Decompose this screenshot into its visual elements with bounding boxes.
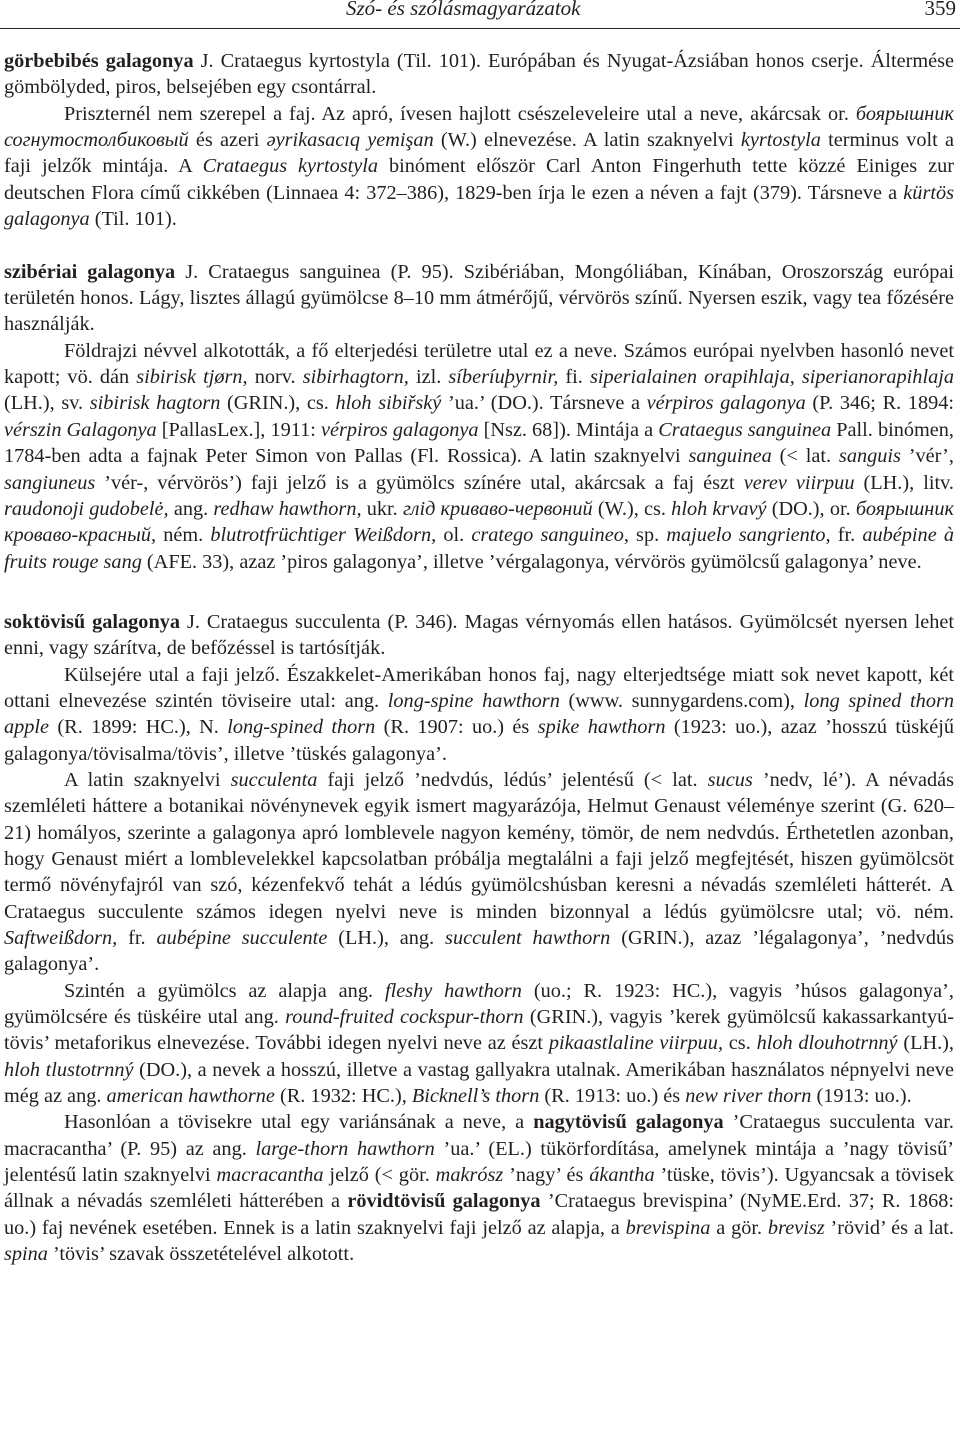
entry-headword: szibériai galagonya [4, 260, 176, 283]
text-run: ’Crataegus brevispina’ (NyME.Erd. 37; R. 1868: uo.) faj nevének esetében. Ennek is a latin szaknyelvi faji jelző az alapja, a [4, 1190, 954, 1239]
text-run: (W.) elnevezése. A latin szaknyelvi [433, 129, 741, 152]
italic-term: long spined thorn apple [4, 689, 954, 739]
text-run: [PallasLex.], 1911: [156, 418, 321, 441]
italic-term: Crataegus sanguinea [658, 418, 832, 441]
text-run: ’vér-, vérvörös’) faji jelző is a gyümölcs színére utal, akárcsak a faj észt [95, 471, 744, 494]
italic-term: kürtös galagonya [4, 181, 954, 231]
italic-term: majuelo sangriento, [666, 524, 831, 547]
italic-term: vérpiros galagonya [320, 418, 479, 441]
italic-term: spina [4, 1243, 48, 1266]
text-run: jelző (< gör. [323, 1164, 436, 1187]
text-run: (DO.), a nevek a hosszú, illetve a vastag gallyakra utalnak. Amerikában használatos népnyelvi neve még az ang. [4, 1058, 954, 1108]
text-run: (W.), cs. [592, 497, 672, 520]
entry-paragraph [4, 101, 954, 233]
text-run: (GRIN.), azaz ’légalagonya’, ’nedvdús galagonya’. [4, 927, 955, 976]
text-run: ’ua.’ (DO.). Társneve a [441, 392, 647, 415]
italic-term: american hawthorne [106, 1085, 275, 1108]
italic-term: əyrikasacıq yemişan [266, 129, 434, 152]
entry-paragraph [4, 1109, 954, 1267]
italic-term: raudonoji gudobelė, [4, 497, 169, 520]
text-run: ném. [156, 524, 211, 547]
text-run: (GRIN.), cs. [220, 392, 336, 415]
running-title: Szó- és szólásmagyarázatok [346, 0, 581, 20]
entry-headword: görbebibés galagonya [4, 50, 194, 72]
text-run: Földrajzi névvel alkotották, a fő elterjedési területre utal ez a neve. Számos európai nyelvben hasonló nevet kapott; vö. dán [4, 339, 954, 389]
italic-term: vérszin Galagonya [4, 418, 157, 441]
text-run: (1923: uo.), azaz ’hosszú tüskéjű galagonya/tövisalma/tövis’, illetve ’tüskés galagonya’. [4, 716, 955, 765]
italic-term: spike hawthorn [537, 716, 666, 739]
italic-term: long-spined thorn [227, 716, 376, 739]
page-number: 359 [924, 0, 956, 20]
italic-term: verev viirpuu [743, 471, 855, 494]
text-run: norv. [247, 366, 303, 389]
text-run: (DO.), or. [766, 497, 856, 520]
text-run: binóment először Carl Anton Fingerhuth tette közzé Einiges zur deutschen Flora című cikkében (Linnaea 4: 372–386), 1829-ben írja le ezen a néven a fajt (379). Társneve a [4, 155, 954, 204]
entry-paragraph [4, 662, 954, 767]
text-run: (Til. 101). [89, 208, 177, 231]
text-run: ’nagy’ és [503, 1164, 590, 1187]
text-run: (R. 1899: HC.), N. [49, 716, 228, 739]
italic-term: macracantha [216, 1164, 324, 1187]
entry-definition [4, 609, 954, 662]
text-run: fr. [117, 927, 157, 949]
text-run: terminus volt a faji jelzők mintája. A [4, 129, 954, 178]
dictionary-body [4, 48, 954, 1267]
italic-term: hloh sibiřský [335, 392, 442, 415]
entry-paragraph [4, 767, 954, 978]
text-run: J. Crataegus kyrtostyla (Til. 101). Európában és Nyugat-Ázsiában honos cserje. Áltermése gömbölyded, piros, belsejében egy csontárral. [4, 50, 955, 99]
text-run: J. Crataegus succulenta (P. 346). Magas vérnyomás ellen hatásos. Gyümölcsét nyersen lehet enni, vagy szárítva, de befőzéssel is tartósítják. [4, 610, 954, 660]
italic-term: aubépine à fruits rouge sang [4, 524, 954, 573]
text-run: (R. 1913: uo.) és [539, 1085, 686, 1108]
italic-term: sanguis [838, 445, 901, 468]
italic-term: makrósz [435, 1164, 504, 1187]
text-run: fi. [558, 366, 590, 389]
dictionary-entry [4, 259, 954, 575]
text-run: ’tüske, tövis’). Ugyancsak a tövisek állnak a névadás szemléleti hátterében a [4, 1164, 954, 1213]
italic-term: sucus [707, 768, 753, 791]
bold-term: nagytövisű galagonya [533, 1111, 724, 1134]
italic-term: Bicknell’s thorn [411, 1085, 540, 1108]
text-run: Pall. binómen, 1784-ben adta a fajnak Peter Simon von Pallas (Fl. Rossica). A latin szaknyelvi [4, 418, 954, 468]
italic-term: kyrtostyla [740, 129, 821, 152]
text-run: (www. sunnygardens.com), [559, 689, 804, 712]
text-run: A latin szaknyelvi [64, 768, 231, 791]
entry-headword: soktövisű galagonya [4, 610, 181, 633]
italic-term: sibirisk tjørn, [136, 366, 248, 389]
italic-term: síberíuþyrnir, [448, 366, 559, 389]
italic-term: new river thorn [685, 1085, 812, 1108]
entry-paragraph [4, 978, 954, 1110]
text-run: a gör. [710, 1216, 768, 1239]
text-run: (R. 1907: uo.) és [375, 716, 538, 739]
italic-term: fleshy hawthorn [384, 979, 522, 1002]
text-run: faji jelző ’nedvdús, lédús’ jelentésű (< lat. [317, 768, 708, 791]
entry-definition [4, 48, 954, 101]
text-run: (GRIN.), vagyis ’kerek gyümölcsű kakassarkantyú-tövis’ metaforikus elnevezése. További idegen nyelvi neve az észt [4, 1006, 954, 1055]
italic-term: cratego sanguineo, [471, 524, 629, 547]
text-run: ’tövis’ szavak összetételével alkotott. [47, 1243, 355, 1266]
text-run: [Nsz. 68]). Mintája a [478, 418, 659, 441]
italic-term: hloh krvavý [671, 497, 767, 520]
text-run: (1913: uo.). [811, 1085, 912, 1108]
text-run: ’vér’, [900, 445, 954, 468]
italic-term: aubépine succulente [156, 927, 328, 949]
italic-term: боярышник кровавo-красный, [4, 497, 954, 547]
text-run: ang. [168, 497, 214, 520]
italic-term: ákantha [589, 1164, 655, 1187]
italic-term: pikaastlaline viirpuu, [548, 1032, 724, 1055]
text-run: izl. [408, 366, 449, 389]
text-run: J. Crataegus sanguinea (P. 95). Szibériában, Mongóliában, Kínában, Oroszország európai területén honos. Lágy, lisztes állagú gyümölcse 8–10 mm átmérőjű, vérvörös színű. Nyersen eszik, vagy tea főzésére használják. [4, 260, 954, 336]
text-run: ol. [436, 524, 472, 547]
italic-term: sibirhagtorn, [302, 366, 409, 389]
text-run: (uo.; R. 1923: HC.), vagyis ’húsos galagonya’, gyümölcsére és tüskéire utal ang. [4, 979, 954, 1029]
text-run: (LH.), [897, 1032, 955, 1055]
italic-term: Crataegus kyrtostyla [202, 155, 379, 178]
italic-term: Saftweißdorn, [4, 927, 118, 949]
italic-term: sangiuneus [4, 471, 96, 494]
text-run: ’nedv, lé’). A névadás szemléleti háttere a botanikai növénynevek egyik ismert magyarázója, Helmut Genaust véleménye szerint (G. 620–21) homályos, szerinte a galagonya apró lomblevele nagyon kemény, tömör, de nem nedvdús. Érthetetlen azonban, hogy Genaust miért a lomblevelekkel kapcsolatban próbálja megtalálni a faji jelző megfejtését, hiszen gyümölcsöt termő növényfajról van szó, kézenfekvő tehát a lédús gyümölcshúsban keresni a névadás szemléleti hátterét. A Crataegus succulente számos idegen nyelvi neve is minden bizonnyal a lédús gyümölcsre utal; vö. ném. [4, 768, 955, 923]
italic-term: round-fruited cockspur-thorn [285, 1006, 524, 1029]
italic-term: hloh tlustotrnný [4, 1058, 134, 1081]
italic-term: succulenta [230, 768, 318, 791]
italic-term: brevispina [625, 1216, 711, 1239]
italic-term: sibirisk hagtorn [89, 392, 221, 415]
text-run: Szintén a gyümölcs az alapja ang. [64, 979, 385, 1002]
text-run: Hasonlóan a tövisekre utal egy variánsának a neve, a [64, 1111, 534, 1134]
text-run: és azeri [188, 129, 267, 152]
text-run: Priszternél nem szerepel a faj. Az apró, ívesen hajlott csészeleveleire utal a neve, akárcsak or. [64, 102, 856, 125]
dictionary-entry [4, 609, 954, 1268]
header-rule [0, 28, 960, 29]
italic-term: hloh dlouhotrnný [756, 1032, 898, 1055]
italic-term: vérpiros galagonya [646, 392, 806, 415]
text-run: fr. [830, 524, 863, 547]
text-run: (P. 346; R. 1894: [805, 392, 955, 415]
entry-paragraph [4, 338, 954, 575]
italic-term: siperialainen orapihlaja, siperianorapihlaja [589, 366, 954, 389]
text-run: Külsejére utal a faji jelző. Északkelet-Amerikában honos faj, nagy elterjedtsége miatt sok nevet kapott, két ottani elnevezése szintén töviseire utal: ang. [4, 663, 954, 712]
italic-term: боярышник согнутостолбиковый [4, 102, 954, 152]
italic-term: глід кривавo-червоний [402, 497, 593, 520]
bold-term: rövidtövisű galagonya [347, 1190, 541, 1213]
text-run: ’ua.’ (EL.) tükörfordítása, amelynek mintája a ’nagy tövisű’ jelentésű latin szaknyelvi [4, 1137, 954, 1187]
running-header [0, 0, 960, 32]
dictionary-entry [4, 48, 954, 232]
italic-term: long-spine hawthorn [387, 689, 560, 712]
italic-term: brevisz [767, 1216, 825, 1239]
italic-term: large-thorn hawthorn [255, 1137, 435, 1160]
italic-term: succulent hawthorn [445, 927, 611, 949]
text-run: ukr. [361, 497, 403, 520]
italic-term: redhaw hawthorn, [213, 497, 362, 520]
text-run: (R. 1932: HC.), [274, 1085, 412, 1108]
text-run: ’Crataegus succulenta var. macracantha’ (P. 95) az ang. [4, 1111, 955, 1160]
text-run: (AFE. 33), azaz ’piros galagonya’, illetve ’vérgalagonya, vérvörös gyümölcsű galagonya’ neve. [141, 550, 922, 573]
text-run: (LH.), sv. [4, 392, 90, 415]
italic-term: sanguinea [688, 445, 772, 468]
italic-term: blutrotfrüchtiger Weißdorn, [210, 524, 437, 547]
entry-definition [4, 259, 954, 338]
text-run: (< lat. [771, 445, 839, 468]
text-run: ’rövid’ és a lat. [824, 1216, 954, 1239]
text-run: (LH.), ang. [327, 927, 446, 949]
text-run: cs. [723, 1032, 757, 1055]
text-run: sp. [628, 524, 667, 547]
text-run: (LH.), litv. [854, 471, 954, 494]
